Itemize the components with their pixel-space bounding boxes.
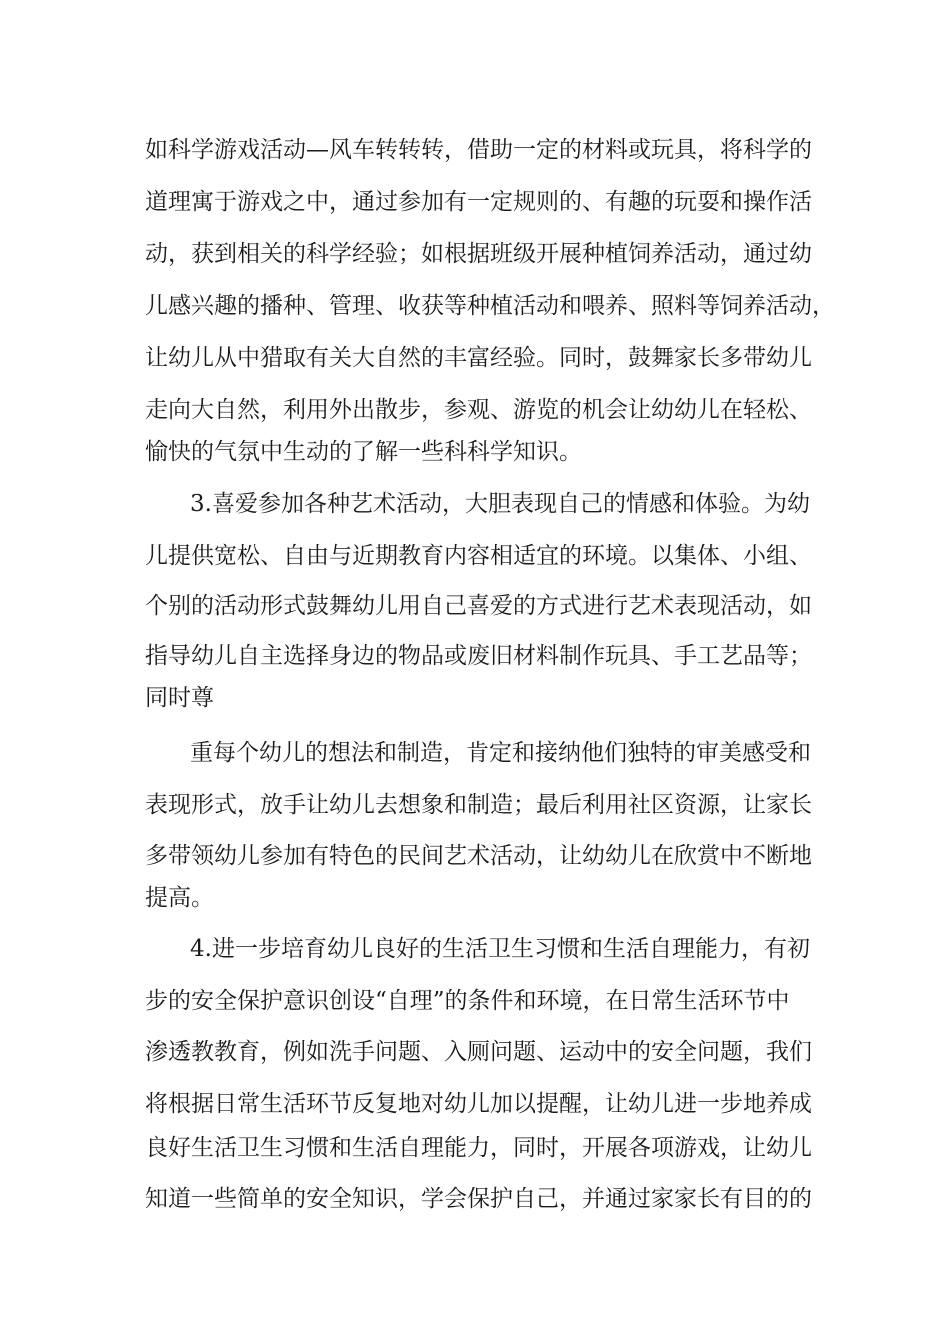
- text-line: 步的安全保护意识创设“自理”的条件和环境，在日常生活环节中: [145, 988, 790, 1014]
- text-line: 儿提供宽松、自由与近期教育内容相适宜的环境。以集体、小组、: [145, 543, 812, 569]
- text-line: 提高。: [145, 885, 214, 911]
- text-line: 个别的活动形式鼓舞幼儿用自己喜爱的方式进行艺术表现活动，如: [145, 593, 812, 619]
- text-line: 重每个幼儿的想法和制造，肯定和接纳他们独特的审美感受和: [190, 740, 811, 766]
- paragraph-4-heading-line: 4.进一步培育幼儿良好的生活卫生习惯和生活自理能力，有初: [190, 936, 810, 962]
- text-line: 走向大自然，利用外出散步，参观、游览的机会让幼幼儿在轻松、: [145, 397, 812, 423]
- text-line: 指导幼儿自主选择身边的物品或废旧材料制作玩具、手工艺品等；: [145, 643, 812, 669]
- text-line: 道理寓于游戏之中，通过参加有一定规则的、有趣的玩耍和操作活: [145, 189, 812, 215]
- text-line: 让幼儿从中猎取有关大自然的丰富经验。同时，鼓舞家长多带幼儿: [145, 345, 812, 371]
- text-line: 将根据日常生活环节反复地对幼儿加以提醒，让幼儿进一步地养成: [145, 1091, 812, 1117]
- paragraph-3-heading-line: 3.喜爱参加各种艺术活动，大胆表现自己的情感和体验。为幼: [190, 491, 810, 517]
- text-line: 同时尊: [145, 685, 214, 711]
- text-line: 愉快的气氛中生动的了解一些科科学知识。: [145, 439, 582, 465]
- text-line: 知道一些简单的安全知识，学会保护自己，并通过家家长有目的的: [145, 1186, 812, 1212]
- text-line: 儿感兴趣的播种、管理、收获等种植活动和喂养、照料等饲养活动，: [145, 293, 835, 319]
- text-line: 表现形式，放手让幼儿去想象和制造；最后利用社区资源，让家长: [145, 792, 812, 818]
- text-line: 如科学游戏活动—风车转转转，借助一定的材料或玩具，将科学的: [145, 137, 812, 163]
- text-line: 良好生活卫生习惯和生活自理能力，同时，开展各项游戏，让幼儿: [145, 1135, 812, 1161]
- text-line: 多带领幼儿参加有特色的民间艺术活动，让幼幼儿在欣赏中不断地: [145, 843, 812, 869]
- text-line: 渗透教教育，例如洗手问题、入厕问题、运动中的安全问题，我们: [145, 1039, 812, 1065]
- text-line: 动，获到相关的科学经验；如根据班级开展种植饲养活动，通过幼: [145, 241, 812, 267]
